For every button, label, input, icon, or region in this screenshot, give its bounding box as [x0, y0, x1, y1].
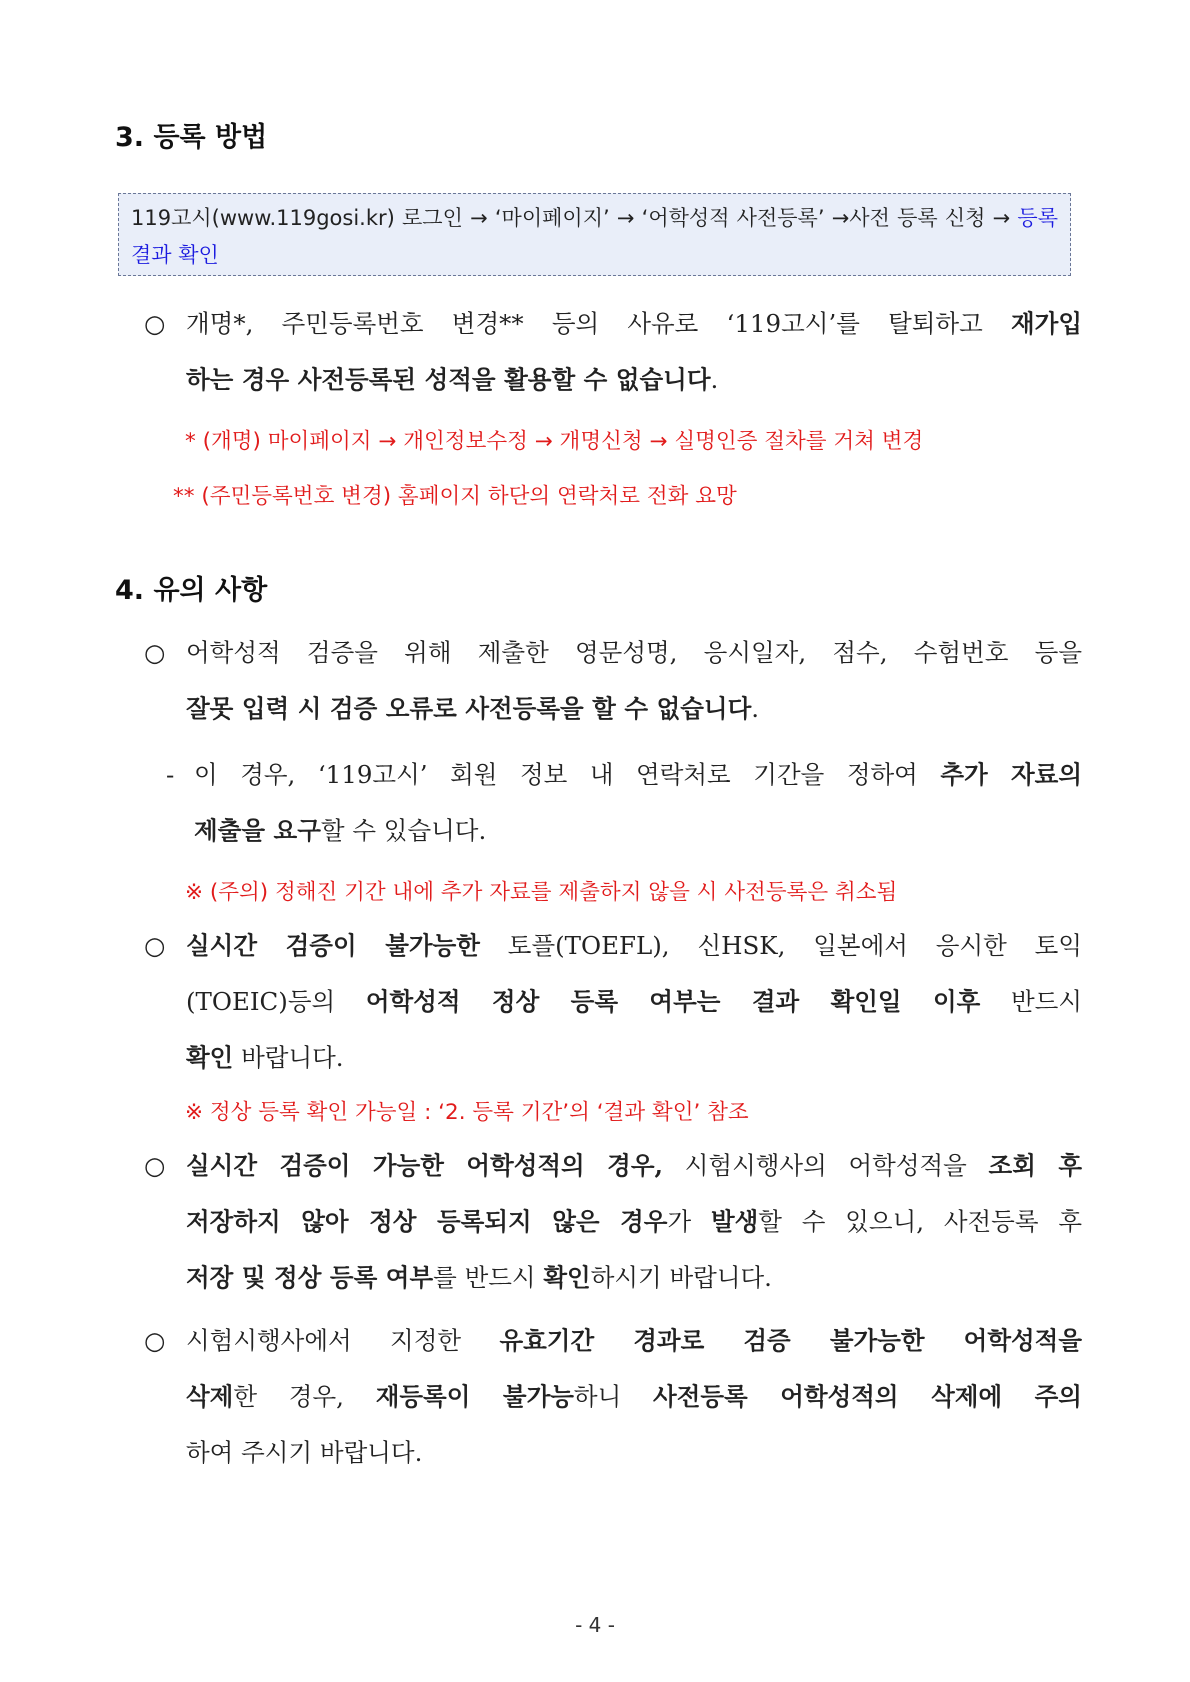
subitem-text-bold: 제출을 요구: [194, 816, 321, 845]
item-text-bold: 저장하지 않아 정상 등록되지 않은 경우: [186, 1207, 668, 1236]
item-text: 를 반드시: [433, 1263, 544, 1292]
item-text: 시험시행사에서 지정한: [186, 1326, 500, 1355]
item-text-bold: 재가입: [1010, 309, 1082, 338]
item-text-bold: 확인: [186, 1043, 234, 1072]
item-text-bold: 발생: [710, 1207, 759, 1236]
item-text: 개명*, 주민등록번호 변경** 등의 사유로 ‘119고시’를 탈퇴하고: [186, 309, 1011, 338]
section-4-item-4: [144, 1313, 1082, 1481]
bullet: ○: [144, 931, 166, 960]
item-text-bold: 사전등록 어학성적의 삭제에 주의: [653, 1382, 1082, 1411]
item-text: 할 수 있으니, 사전등록 후: [758, 1207, 1082, 1236]
subitem-text-bold: 추가 자료의: [940, 760, 1082, 789]
procedure-box: [118, 193, 1071, 276]
item-text-bold: 잘못 입력 시 검증 오류로 사전등록을 할 수 없습니다: [186, 694, 752, 723]
subitem-text: 이 경우, ‘119고시’ 회원 정보 내 연락처로 기간을 정하여: [194, 760, 941, 789]
item-text: 반드시: [980, 987, 1082, 1016]
section-4-item-2: [144, 918, 1082, 1086]
section-3-heading: 3. 등록 방법: [115, 122, 268, 153]
item-text: 바랍니다.: [233, 1043, 344, 1072]
item-text: 토플(TOEFL), 신HSK, 일본에서 응시한 토익: [479, 931, 1082, 960]
item-text-bold: 어학성적 정상 등록 여부는 결과 확인일 이후: [365, 987, 981, 1016]
bullet: ○: [144, 638, 166, 667]
item-text: 하니: [573, 1382, 654, 1411]
bullet: ○: [144, 1151, 166, 1180]
item-text-bold: 확인: [543, 1263, 591, 1292]
section-4-item-1: [144, 625, 1082, 737]
item-text: (TOEIC)등의: [186, 987, 366, 1016]
page-number: - 4 -: [575, 1613, 615, 1637]
item-text: 하여 주시기 바랍니다.: [186, 1438, 423, 1467]
item-text-bold: 실시간 검증이 가능한 어학성적의 경우,: [186, 1151, 664, 1180]
note-caution: ※ (주의) 정해진 기간 내에 추가 자료를 제출하지 않을 시 사전등록은 취소됨: [185, 880, 898, 905]
note-id-change: ** (주민등록번호 변경) 홈페이지 하단의 연락처로 전화 요망: [173, 484, 737, 509]
item-text: 가: [667, 1207, 711, 1236]
procedure-steps: 119고시(www.119gosi.kr) 로그인 → ‘마이페이지’ → ‘어학성적 사전등록’ →사전 등록 신청 →: [131, 206, 1018, 230]
item-text-bold: 유효기간 경과로 검증 불가능한 어학성적을: [499, 1326, 1082, 1355]
item-text: 시험시행사의 어학성적을: [663, 1151, 989, 1180]
section-3-item-1: [144, 296, 1082, 408]
item-text-bold: 저장 및 정상 등록 여부: [186, 1263, 434, 1292]
procedure-result-check: 등록 결과 확인: [131, 206, 1058, 267]
section-4-heading: 4. 유의 사항: [115, 575, 268, 606]
item-text-bold: 하는 경우 사전등록된 성적을 활용할 수 없습니다: [186, 365, 711, 394]
item-text-bold: 실시간 검증이 불가능한: [186, 931, 480, 960]
item-text-bold: 조회 후: [988, 1151, 1083, 1180]
item-text-end: .: [751, 694, 760, 723]
item-text: 어학성적 검증을 위해 제출한 영문성명, 응시일자, 점수, 수험번호 등을: [186, 638, 1082, 667]
section-4-item-3: [144, 1138, 1082, 1306]
item-text-bold: 삭제: [186, 1382, 234, 1411]
dash: -: [166, 760, 175, 789]
item-text-bold: 재등록이 불가능: [375, 1382, 574, 1411]
bullet: ○: [144, 1326, 166, 1355]
note-rename: * (개명) 마이페이지 → 개인정보수정 → 개명신청 → 실명인증 절차를 거쳐 변경: [185, 429, 924, 454]
item-text: 하시기 바랍니다.: [590, 1263, 772, 1292]
subitem-text-end: 할 수 있습니다.: [320, 816, 487, 845]
item-text-end: .: [710, 365, 719, 394]
bullet: ○: [144, 309, 166, 338]
section-4-subitem-1: [166, 747, 1082, 859]
item-text: 한 경우,: [233, 1382, 376, 1411]
note-check-date: ※ 정상 등록 확인 가능일 : ‘2. 등록 기간’의 ‘결과 확인’ 참조: [185, 1100, 749, 1125]
